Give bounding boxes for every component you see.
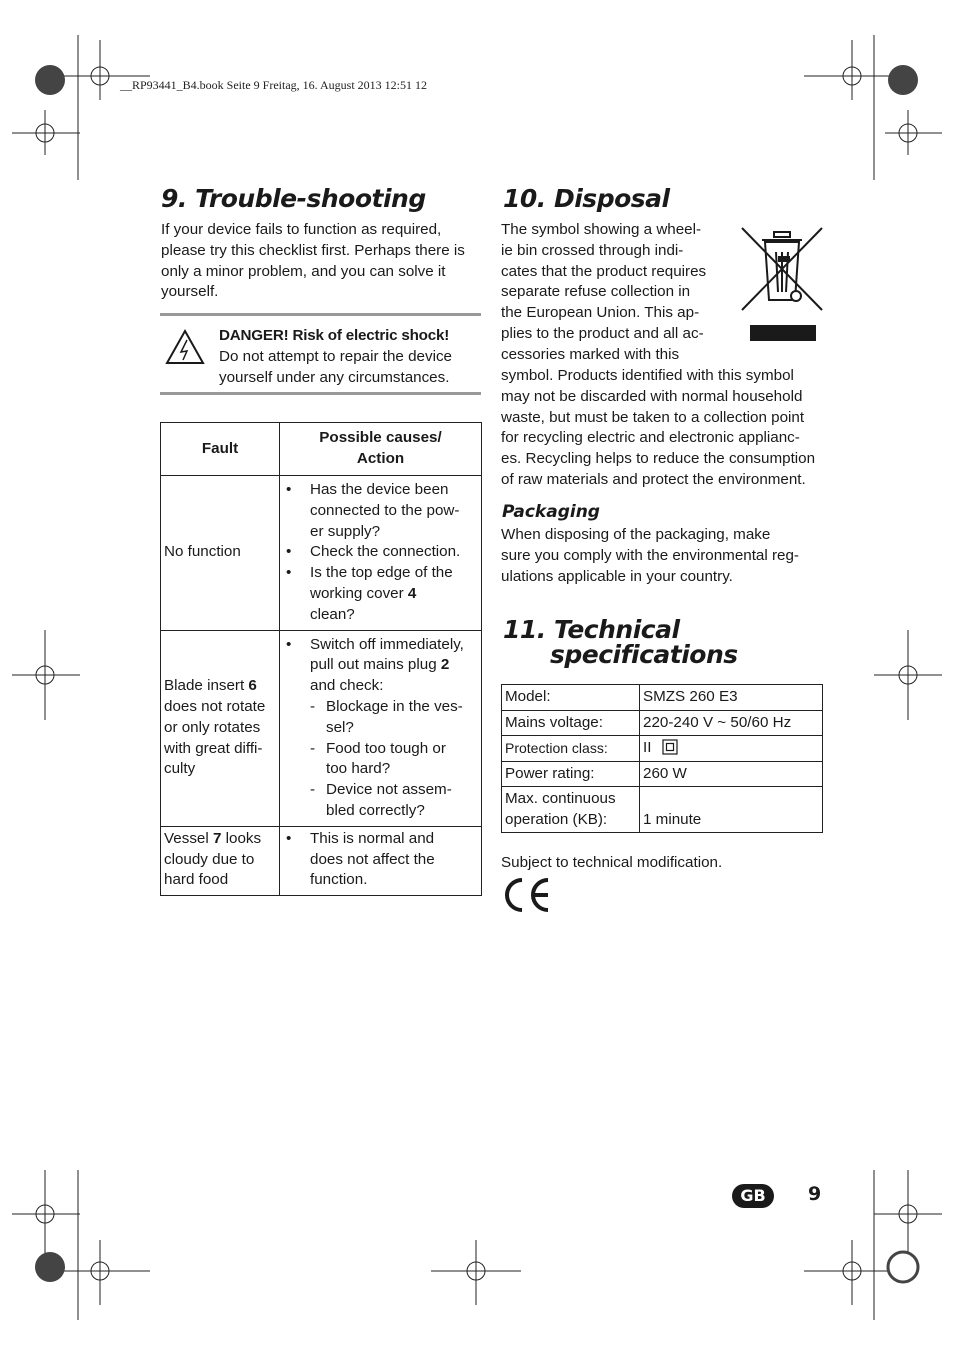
danger-text-line: Do not attempt to repair the device [219, 347, 453, 365]
table-row [161, 476, 482, 631]
page-number: 9 [808, 1183, 822, 1205]
intro-line: please try this checklist first. Perhaps there is [161, 241, 465, 259]
intro-line: only a minor problem, and you can solve it [161, 262, 446, 280]
packaging-line: ulations applicable in your country. [501, 567, 733, 585]
disposal-line: the European Union. This ap- [501, 304, 700, 322]
causes-cell [280, 826, 482, 895]
packaging-text [501, 525, 831, 587]
table-row [161, 826, 482, 895]
packaging-line: sure you comply with the environmental reg- [501, 546, 799, 564]
spec-value: 260 W [640, 761, 823, 787]
spec-value: 220-240 V ~ 50/60 Hz [640, 710, 823, 736]
fault-cell: Vessel 7 looks cloudy due to hard food [161, 826, 280, 895]
disposal-line: cates that the product requires [501, 262, 707, 280]
header-causes-line: Action [356, 450, 405, 467]
spec-label: Model: [502, 685, 640, 711]
list-item: - Food too tough or too hard? [310, 739, 477, 781]
disposal-text-narrow [501, 220, 731, 366]
print-header-line: __RP93441_B4.book Seite 9 Freitag, 16. August 2013 12:51 12 [120, 78, 428, 92]
disposal-line: waste, but must be taken to a collection point [501, 408, 805, 426]
spec-label: Max. continuous operation (KB): [502, 787, 640, 833]
disposal-line: of raw materials and protect the environment. [501, 470, 806, 488]
spec-value: 1 minute [640, 787, 823, 833]
fault-cell: Blade insert 6 does not rotate or only rotates with great diffi- culty [161, 630, 280, 826]
table-row [502, 761, 823, 787]
disposal-line: The symbol showing a wheel- [501, 221, 702, 238]
disposal-line: cessories marked with this [501, 345, 680, 363]
technical-heading-line2: specifications [550, 640, 738, 669]
trouble-shooting-heading: 9. Trouble-shooting [161, 184, 426, 213]
table-header-row [161, 423, 482, 476]
list-item: • Switch off immediately, pull out mains plug 2 and check: - Blockage in the ves- sel? - Food too tough or too hard? - Device not assem- bled correctly? [284, 635, 477, 822]
danger-warning-box [160, 313, 481, 395]
electric-shock-warning-icon [165, 328, 205, 366]
specifications-table [501, 684, 823, 833]
disposal-line: for recycling electric and electronic applianc- [501, 429, 800, 447]
fault-cell: No function [161, 476, 280, 631]
disposal-line: symbol. Products identified with this symbol [501, 367, 794, 384]
spec-label: Mains voltage: [502, 710, 640, 736]
language-badge: GB [732, 1184, 774, 1208]
disposal-line: ie bin crossed through indi- [501, 241, 684, 259]
table-row [502, 710, 823, 736]
technical-note: Subject to technical modification. [501, 854, 723, 871]
packaging-line: When disposing of the packaging, make [501, 526, 771, 543]
packaging-subheading: Packaging [502, 502, 600, 522]
list-item: • Check the connection. [284, 542, 477, 563]
table-row [161, 630, 482, 826]
spec-value: II [643, 739, 652, 756]
list-item: - Device not assem- bled correctly? [310, 780, 477, 822]
table-row [502, 736, 823, 762]
intro-line: yourself. [161, 283, 219, 301]
technical-heading-line1: 11. Technical [503, 615, 680, 644]
causes-cell [280, 630, 482, 826]
disposal-line: separate refuse collection in [501, 283, 691, 301]
spec-value-cell [640, 736, 823, 762]
list-item: • Is the top edge of the working cover 4 clean? [284, 563, 477, 625]
danger-text-line: yourself under any circumstances. [219, 368, 450, 386]
ce-mark [502, 874, 554, 921]
causes-cell [280, 476, 482, 631]
list-item: • This is normal and does not affect the function. [284, 829, 477, 891]
header-causes [280, 423, 482, 476]
danger-title: DANGER! Risk of electric shock! [219, 327, 450, 344]
header-causes-line: Possible causes/ [319, 429, 442, 447]
ce-mark-icon [502, 874, 554, 916]
trouble-intro [161, 220, 483, 303]
intro-line: If your device fails to function as required, [161, 221, 442, 238]
fault-table [160, 422, 482, 896]
list-item: - Blockage in the ves- sel? [310, 697, 477, 739]
spec-value: SMZS 260 E3 [640, 685, 823, 711]
disposal-text-wide [501, 366, 831, 491]
spec-label: Power rating: [502, 761, 640, 787]
disposal-line: es. Recycling helps to reduce the consumption [501, 450, 816, 468]
disposal-heading: 10. Disposal [503, 184, 670, 213]
list-item: • Has the device been connected to the pow- er supply? [284, 480, 477, 542]
protection-class-ii-icon [662, 739, 678, 755]
spec-label: Protection class: [502, 736, 640, 762]
table-row [502, 685, 823, 711]
disposal-line: may not be discarded with normal household [501, 387, 803, 405]
table-row [502, 787, 823, 833]
crossed-wheelie-bin-icon [740, 226, 824, 344]
header-fault: Fault [161, 423, 280, 476]
disposal-line: plies to the product and all ac- [501, 324, 704, 342]
